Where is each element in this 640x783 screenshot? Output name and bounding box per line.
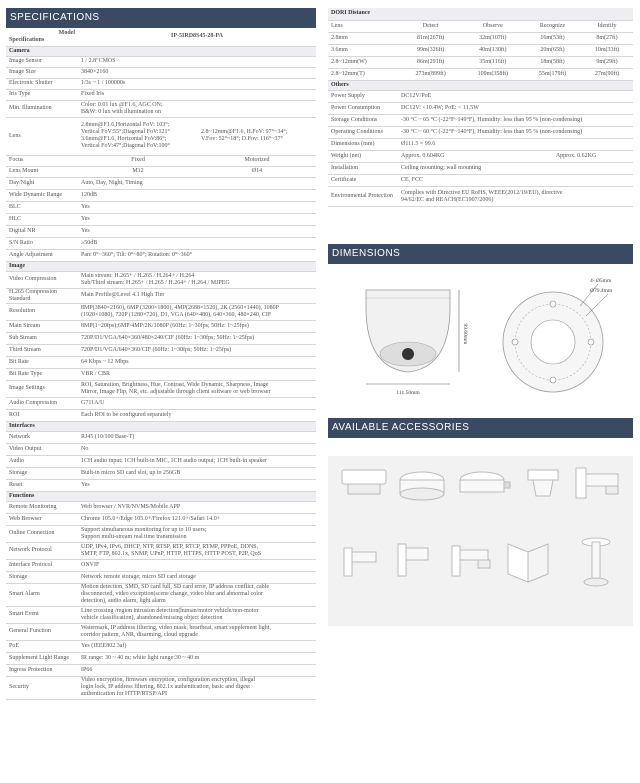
spec-row [6, 344, 316, 356]
spec-value: -30 °C ~ 60 °C (-22°F~140°F), Humidity: less than 95 % (non-condensing) [398, 127, 633, 139]
spec-row [6, 380, 316, 397]
spec-row [6, 288, 316, 303]
spec-key: Power Supply [328, 91, 398, 103]
spec-value: Chrome 105.0+/Edge 105.0+/Firefox 121.0+/Safari 14.0+ [78, 513, 316, 525]
spec-row [6, 542, 316, 559]
lens-motorized-values: 2.8~12mm@F1.6, H.FoV: 97°~34°; V.Fov: 52°~18°; D.Fov: 116°~37° [198, 117, 316, 155]
dori-row: 2.8~12mm(W) 86m(291ft) 35m(116ft) 18m(58ft) 9m(29ft) [328, 56, 633, 68]
spec-key: Wide Dynamic Range [6, 189, 78, 201]
spec-value: UDP, IPv4, IPv6, DHCP, NTP, RTSP, RTP, RTCP, RTMP, PPPoE, DDNS, SMTP, FTP, 802.1x, SNMP, UPnP, HTTP, HTTPS, HTTP POST, P2P, QoS [78, 542, 316, 559]
spec-value: Main stream: H.265+ / H.265 / H.264+ / H.264 Sub/Third stream: H.265+ / H.265 / H.264+ / H.264 / MJPEG [78, 271, 316, 288]
spec-row [6, 89, 316, 100]
spec-row [328, 163, 633, 175]
specifications-title: SPECIFICATIONS [6, 8, 316, 28]
spec-key: Dimensions (mm) [328, 139, 398, 151]
dori-row: 2.8mm 81m(267ft) 32m(107ft) 16m(53ft) 8m(27ft) [328, 32, 633, 44]
spec-row [328, 115, 633, 127]
spec-key: Storage [6, 467, 78, 479]
spec-row [6, 237, 316, 249]
spec-value: 720P/D1/VGA/640×360/CIF (60Hz: 1~30fps; 50Hz: 1~25fps) [78, 344, 316, 356]
spec-key: Third Stream [6, 344, 78, 356]
spec-value: IP66 [78, 664, 316, 676]
spec-value: Yes (IEEE802.3af) [78, 640, 316, 652]
spec-row [6, 225, 316, 237]
dimensions-drawing [328, 272, 633, 402]
spec-value: Yes [78, 479, 316, 491]
spec-row [6, 320, 316, 332]
spec-row [6, 100, 316, 117]
dori-table [328, 8, 633, 81]
right-panel [328, 8, 633, 626]
spec-row [6, 397, 316, 409]
spec-value: ONVIF [78, 559, 316, 571]
spec-row [6, 431, 316, 443]
dori-header-row: Lens Detect Observe Recognize Identify [328, 20, 633, 32]
spec-value: -30 °C ~ 65 °C (-22°F~149°F), Humidity: less than 95 % (non-condensing) [398, 115, 633, 127]
spec-value: 720P/D1/VGA/640×360/480×240/CIF (60Hz: 1~30fps; 50Hz: 1~25fps) [78, 332, 316, 344]
spec-value: Video encryption, firmware encryption, configuration encryption, illegal login lock, IP address filtering, 802.1x authentication, basic and digest authentication for HTTP/RTSP/API [78, 676, 316, 699]
spec-row [6, 78, 316, 89]
spec-value: Line crossing /region intrusion detection(human/motor vehicle/non-motor vehicle classification), abandoned/missing object detection [78, 606, 316, 623]
accessory-wall-mount-1 [576, 468, 618, 498]
spec-key: Network Protocol [6, 542, 78, 559]
spec-row-weight: Weight (net) Approx. 0.604KG Approx. 0.62KG [328, 151, 633, 163]
spec-value: CE, FCC [398, 175, 633, 187]
spec-key: Video Compression [6, 271, 78, 288]
dori-row: 3.6mm 99m(326ft) 40m(130ft) 20m(65ft) 10m(33ft) [328, 44, 633, 56]
spec-key: Video Output [6, 443, 78, 455]
accessory-wall-mount-2 [344, 548, 376, 576]
spec-value: 1CH audio input; 1CH built-in MIC, 1CH audio output; 1CH built-in speaker [78, 455, 316, 467]
lens-fixed-values: 2.8mm@F1.6,Horizontal FoV: 103°; Vertical FoV:55°;Diagonal FoV:121° 3.6mm@F1.6, Horizontal FoV:86°; Vertical FoV:47°;Diagonal FoV:100° [78, 117, 198, 155]
camera-side-view [366, 290, 459, 384]
spec-row [6, 201, 316, 213]
specifications-panel [6, 8, 316, 700]
spec-key: ROI [6, 409, 78, 421]
spec-row [6, 368, 316, 380]
dimensions-title: DIMENSIONS [328, 244, 633, 264]
spec-key: Angle Adjustment [6, 249, 78, 261]
camera-base-view [503, 284, 608, 392]
accessory-corner-mount [508, 544, 548, 582]
accessories-panel [328, 456, 633, 626]
spec-row [6, 56, 316, 67]
spec-value: Main Profile@Level 4.1 High Tier [78, 288, 316, 303]
spec-row [328, 175, 633, 187]
spec-key: Network [6, 431, 78, 443]
spec-value: Support simultaneous monitoring for up to 10 users; Support multi-stream real time transmission [78, 525, 316, 542]
spec-key: Iris Type [6, 89, 78, 100]
spec-row [6, 676, 316, 699]
spec-row [6, 513, 316, 525]
model-value: IP-5IRD8S45-28-PA [78, 28, 316, 46]
spec-row [6, 571, 316, 583]
spec-table [6, 28, 316, 700]
spec-row [328, 127, 633, 139]
spec-row [6, 409, 316, 421]
spec-row [6, 525, 316, 542]
spec-value: IR range: 30 ~ 40 m; white light range:30 ~ 40 m [78, 652, 316, 664]
spec-value: Watermark, IP address filtering, video mask, heartbeat, smart supplement light, corridor pattern, ANR, disarming, cloud upgrade [78, 623, 316, 640]
spec-row [6, 332, 316, 344]
spec-row [6, 303, 316, 320]
accessory-junction-box-2 [400, 472, 444, 500]
height-label: 99.60mm [462, 323, 468, 345]
accessory-wall-mount-4 [452, 546, 490, 576]
accessories-svg [328, 456, 633, 626]
spec-row [328, 91, 633, 103]
spec-key: Image Size [6, 67, 78, 78]
spec-row [6, 213, 316, 225]
spec-key: Online Connection [6, 525, 78, 542]
spec-value: 64 Kbps ~ 12 Mbps [78, 356, 316, 368]
spec-key: Smart Event [6, 606, 78, 623]
spec-key: Resolution [6, 303, 78, 320]
dimensions-svg [328, 272, 633, 402]
spec-key: Lens [6, 117, 78, 155]
spec-value: Yes [78, 225, 316, 237]
spec-row [6, 356, 316, 368]
spec-value: Complies with Directive EU RoHS, WEEE(2012/19/EU), directive 94/62/EC and REACH(EC1907/2006) [398, 187, 633, 207]
spec-value: G711A/U [78, 397, 316, 409]
spec-value: DC12V/PoE [398, 91, 633, 103]
spec-key: Digital NR [6, 225, 78, 237]
spec-row [6, 189, 316, 201]
spec-key: Interface Protocol [6, 559, 78, 571]
spec-value: 1/3s ~ 1 / 100000s [78, 78, 316, 89]
spec-value: Ceiling mounting; wall mounting [398, 163, 633, 175]
spec-row-lens [6, 117, 316, 155]
spec-value: No [78, 443, 316, 455]
spec-row [6, 652, 316, 664]
width-label: 111.50mm [396, 390, 420, 396]
spec-value: Yes [78, 201, 316, 213]
group-interfaces: Interfaces [6, 421, 316, 431]
spec-key: Storage [6, 571, 78, 583]
spec-value: Motion detection, SMD, SD card full, SD card error, IP address conflict, cable disconnected, video exception(scene change, video blur and abnormal color detection), audio alarm, light alarm [78, 583, 316, 606]
spec-value: Auto, Day, Night, Timing [78, 177, 316, 189]
spec-key: General Function [6, 623, 78, 640]
spec-row [6, 271, 316, 288]
circle-label: Ø79.4mm [590, 288, 613, 294]
spec-row [6, 67, 316, 78]
spec-key: Operating Conditions [328, 127, 398, 139]
spec-key: Security [6, 676, 78, 699]
spec-value: VBR / CBR [78, 368, 316, 380]
spec-value: Yes [78, 213, 316, 225]
spec-key: Ingress Protection [6, 664, 78, 676]
spec-row [6, 606, 316, 623]
spec-value: 3840×2160 [78, 67, 316, 78]
spec-row-focus: Focus Fixed Motorized [6, 155, 316, 166]
spec-value: Network remote storage; micro SD card storage [78, 571, 316, 583]
spec-value: Each ROI to be configured separately [78, 409, 316, 421]
spec-key: Certificate [328, 175, 398, 187]
spec-key: Main Stream [6, 320, 78, 332]
spec-value: Fixed Iris [78, 89, 316, 100]
model-label: Model [58, 29, 75, 36]
spec-key: BLC [6, 201, 78, 213]
spec-key: H.265 Compression Standard [6, 288, 78, 303]
spec-key: Smart Alarm [6, 583, 78, 606]
spec-key: Environmental Protection [328, 187, 398, 207]
spec-key: Supplement Light Range [6, 652, 78, 664]
accessory-junction-box-1 [342, 470, 386, 494]
dori-row: 2.8~12mm(T) 273m(899ft) 109m(358ft) 55m(179ft) 27m(90ft) [328, 68, 633, 80]
spec-row [328, 139, 633, 151]
spec-row [328, 103, 633, 115]
spec-key: Remote Monitoring [6, 501, 78, 513]
spec-value: Color: 0.01 lux @F1.6, AGC ON; B&W: 0 lux with illumination on [78, 100, 316, 117]
dori-title: DORI Distance [328, 8, 633, 20]
spec-key: PoE [6, 640, 78, 652]
spec-value: 8MP(1~20fps);6MP/4MP/2K/1080P (60Hz: 1~30fps; 50Hz: 1~25fps) [78, 320, 316, 332]
accessory-junction-box-3 [460, 472, 510, 492]
accessory-pendant-mount [528, 470, 558, 496]
spec-key: Audio [6, 455, 78, 467]
spec-value: DC12V: <10.4W; PoE: < 11.5W [398, 103, 633, 115]
spec-row [328, 187, 633, 207]
spec-key: Installation [328, 163, 398, 175]
accessory-wall-mount-3 [398, 544, 428, 576]
spec-row [6, 501, 316, 513]
spec-key: Sub Stream [6, 332, 78, 344]
spec-value: ≥50dB [78, 237, 316, 249]
spec-key: Bit Rate Type [6, 368, 78, 380]
spec-row [6, 249, 316, 261]
hole-label: 4- Ø5mm [590, 278, 612, 284]
spec-row [6, 623, 316, 640]
spec-value: RJ45 (10/100 Base-T) [78, 431, 316, 443]
spec-key: HLC [6, 213, 78, 225]
spec-value: 1 / 2.8"CMOS [78, 56, 316, 67]
spec-value: Ø111.5 × 99.6 [398, 139, 633, 151]
spec-key: Min. Illumination [6, 100, 78, 117]
spec-row [6, 177, 316, 189]
spec-key: Power Consumption [328, 103, 398, 115]
spec-row [6, 455, 316, 467]
spec-key: Electronic Shutter [6, 78, 78, 89]
spec-key: Reset [6, 479, 78, 491]
spec-key: Audio Compression [6, 397, 78, 409]
model-row [6, 28, 316, 46]
spec-value: Pan: 0°~360°; Tilt: 0°~80°; Rotation: 0°~360° [78, 249, 316, 261]
spec-value: Web browser / NVR/NVMS/Mobile APP [78, 501, 316, 513]
others-title: Others [328, 81, 633, 91]
specifications-label: Specifications [9, 36, 45, 43]
group-camera: Camera [6, 46, 316, 56]
spec-key: S/N Ratio [6, 237, 78, 249]
group-image: Image [6, 261, 316, 271]
spec-value: ROI, Saturation, Brightness, Hue, Contrast, Wide Dynamic, Sharpness, Image Mirror, Image Flip, NR, etc. adjustable through client software or web browser [78, 380, 316, 397]
spec-value: Built-in micro SD card slot, up to 256GB [78, 467, 316, 479]
spec-row [6, 467, 316, 479]
spec-row [6, 443, 316, 455]
spec-key: Image Settings [6, 380, 78, 397]
spec-row [6, 559, 316, 571]
spec-key: Image Sensor [6, 56, 78, 67]
spec-key: Day/Night [6, 177, 78, 189]
spec-key: Storage Conditions [328, 115, 398, 127]
others-table [328, 81, 633, 208]
spec-row [6, 640, 316, 652]
spec-value: 8MP(3840×2160), 6MP (3200×1800), 4MP(2688×1520), 2K (2560×1440), 1080P (1920×1080), 720P (1280×720), D1, VGA (640×480), 640×360, 480×240, CIF [78, 303, 316, 320]
group-functions: Functions [6, 491, 316, 501]
spec-value: 120dB [78, 189, 316, 201]
spec-row [6, 583, 316, 606]
spec-row [6, 479, 316, 491]
spec-key: Bit Rate [6, 356, 78, 368]
spec-row-lens-mount: Lens Mount M12 Ø14 [6, 166, 316, 177]
accessory-pole-mount [582, 538, 610, 586]
accessories-title: AVAILABLE ACCESSORIES [328, 418, 633, 438]
spec-row [6, 664, 316, 676]
spec-key: Web Browser [6, 513, 78, 525]
